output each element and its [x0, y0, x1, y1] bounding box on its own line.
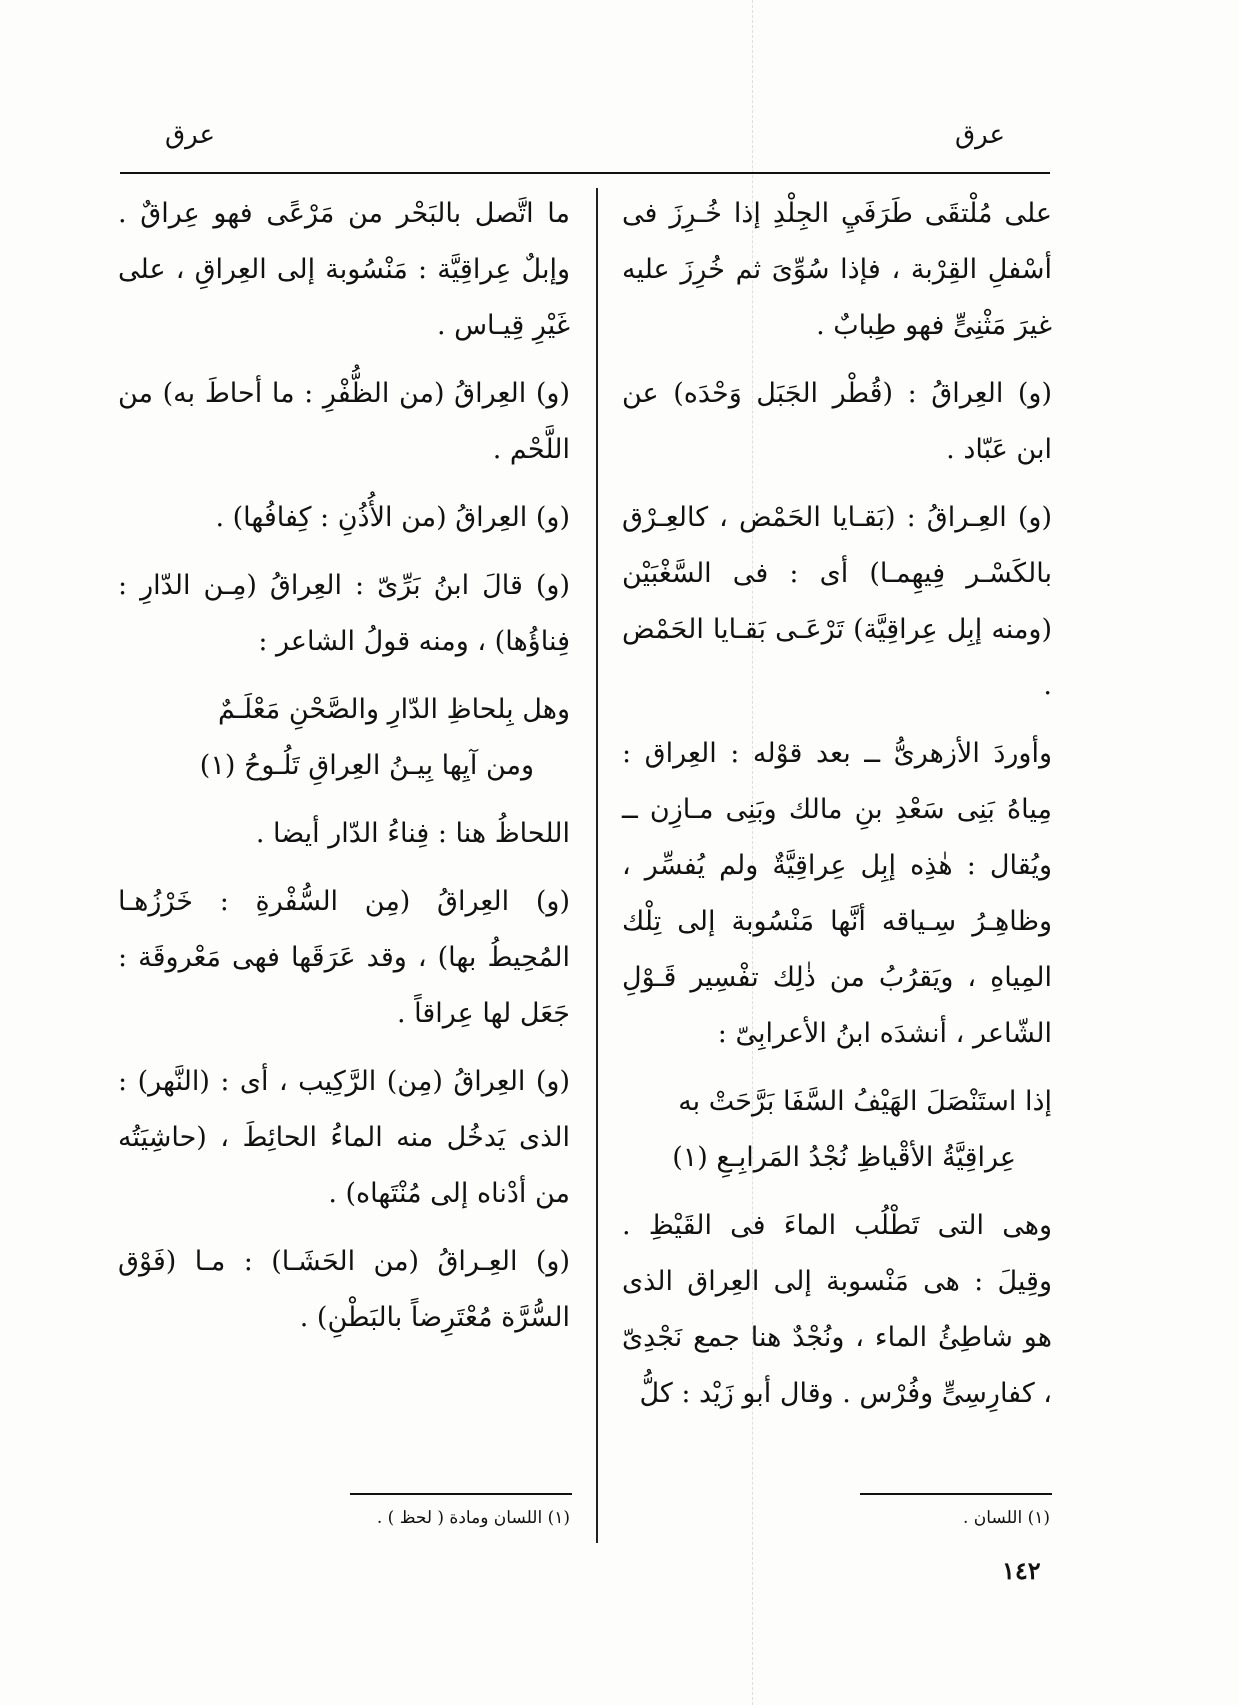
paragraph: ما اتَّصل بالبَحْر من مَرْعًى فهو عِراقٌ . وإبلٌ عِراقِيَّة : مَنْسُوبة إلى العِراقِ ، على غَيْرِ قِيـاس .: [118, 198, 570, 341]
footnote-right: (١) اللسان .: [963, 1508, 1050, 1528]
header-word-right: عرق: [955, 120, 1006, 150]
verse: [118, 682, 570, 794]
paragraph: (و) العِراقُ (من الأُذُنِ : كِفافُها) .: [215, 502, 570, 533]
verse: [622, 1074, 1052, 1186]
verse-line-1: إذا استَنْصَلَ الهَيْفُ السَّفَا بَرَّحَتْ به: [678, 1086, 1052, 1117]
paragraph: (و) العِراقُ (من الظُّفْرِ : ما أحاطَ به) من اللَّحْم .: [118, 378, 570, 465]
footnote-rule-right: [860, 1493, 1052, 1495]
left-column: [118, 186, 570, 1358]
verse-line-1: وهل بِلحاظِ الدّارِ والصَّحْنِ مَعْلَـمٌ: [217, 694, 570, 725]
paragraph: اللحاظُ هنا : فِناءُ الدّار أيضا .: [255, 818, 570, 849]
verse-line-2: ومن آيِها بِيـنُ العِراقِ تَلُـوحُ (١): [199, 750, 534, 781]
paragraph: على مُلْتقَى طَرَفَيِ الجِلْدِ إذا خُـرِزَ فى أسْفلِ القِرْبة ، فإذا سُوِّىَ ثم خُرِزَ عليه غيرَ مَثْنِىٍّ فهو طِبابٌ .: [622, 198, 1052, 341]
paragraph: (و) العِـراقُ : (بَقـايا الحَمْض ، كالعِـرْق بالكَسْـر فِيهِمـا) أى : فى السَّغْبَيْن (ومنه إبِل عِراقِيَّة) تَرْعَـى بَقـايا الحَمْض .: [622, 502, 1052, 701]
paragraph: وهى التى تَطْلُب الماءَ فى القَيْظِ . وقِيلَ : هى مَنْسوبة إلى العِراق الذى هو شاطِئُ الماء ، ونُجْدٌ هنا جمع نَجْدِىّ ، كفارِسِىٍّ وفُرْس . وقال أبو زَيْد : كلُّ: [622, 1210, 1052, 1409]
paragraph: (و) العِـراقُ (من الحَشَـا) : مـا (فَوْق السُّرَّة مُعْتَرِضاً بالبَطْنِ) .: [118, 1246, 570, 1333]
paragraph: وأوردَ الأزهرىُّ ــ بعد قوْله : العِراق : مِياهُ بَنِى سَعْدِ بنِ مالك وبَنِى مـازِن ــ ويُقال : هٰذِه إبِل عِراقِيَّةٌ ولم يُفسِّر ، وظاهِـرُ سِـياقه أنَّها مَنْسُوبة إلى تِلْك المِياهِ ، ويَقرُبُ من ذٰلِك تفْسِير قَـوْلِ الشّاعر ، أنشدَه ابنُ الأعرابِىّ :: [622, 738, 1052, 1049]
header-rule: [120, 172, 1050, 174]
paragraph: (و) العِراقُ : (قُطْر الجَبَل وَحْدَه) عن ابن عَبّاد .: [622, 378, 1052, 465]
footnote-rule-left: [350, 1493, 572, 1495]
header-word-left: عرق: [165, 120, 216, 150]
footnote-left: (١) اللسان ومادة ( لحظ ) .: [376, 1508, 570, 1528]
page-number: ١٤٢: [1002, 1556, 1041, 1585]
right-column: [622, 186, 1052, 1434]
paragraph: (و) قالَ ابنُ بَرِّىّ : العِراقُ (مِـن الدّارِ : فِناؤُها) ، ومنه قولُ الشاعر :: [118, 570, 570, 657]
paragraph: (و) العِراقُ (مِن) الرَّكِيب ، أى : (النَّهر) : الذى يَدخُل منه الماءُ الحائِطَ ، (حاشِيَتُه من أدْناه إلى مُنْتَهاه) .: [118, 1066, 570, 1209]
verse-line-2: عِراقِيَّةُ الأقْياظِ نُجْدُ المَرابِـعِ (١): [672, 1142, 1016, 1173]
paragraph: (و) العِراقُ (مِن السُّفْرةِ : خَرْزُهـا المُحِيطُ بها) ، وقد عَرَقَها فهى مَعْروقَة : جَعَل لها عِراقاً .: [118, 886, 570, 1029]
column-divider: [596, 188, 598, 1543]
